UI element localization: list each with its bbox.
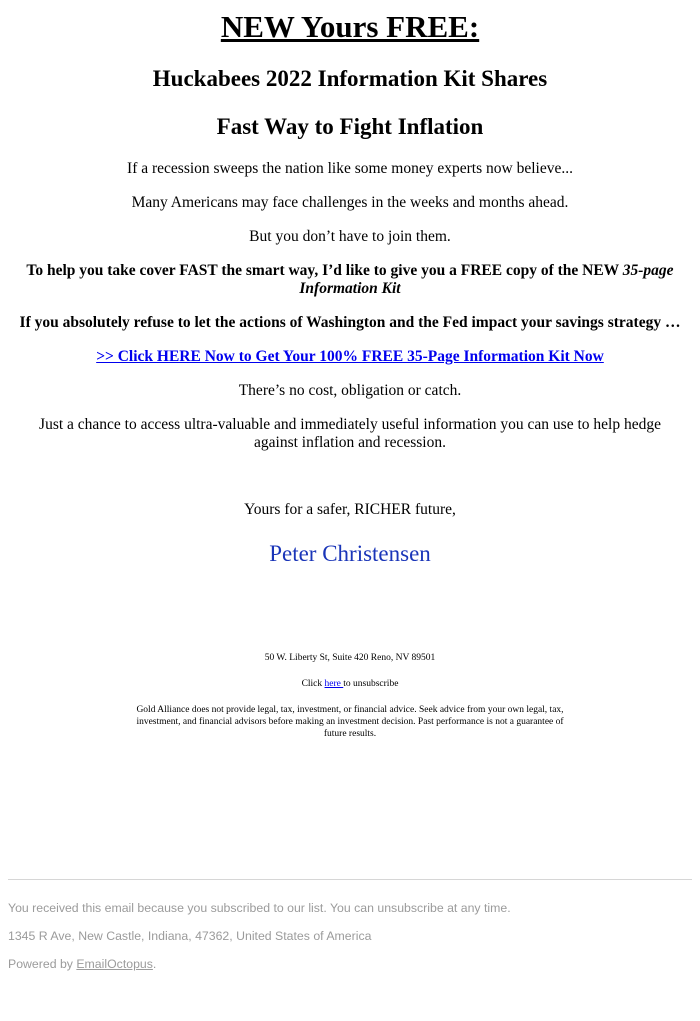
challenges-paragraph: Many Americans may face challenges in the weeks and months ahead. <box>131 194 569 211</box>
emailoctopus-link[interactable]: EmailOctopus <box>76 957 153 971</box>
free-copy-offer <box>0 262 700 298</box>
no-cost-paragraph: There’s no cost, obligation or catch. <box>238 382 462 399</box>
free-copy-offer-text: To help you take cover FAST the smart way, I’d like to give you a FREE copy of the NEW <box>26 262 623 279</box>
recession-paragraph: If a recession sweeps the nation like some money experts now believe... <box>127 160 573 177</box>
sender-address: 50 W. Liberty St, Suite 420 Reno, NV 89501 <box>264 653 436 663</box>
subscription-notice: You received this email because you subscribed to our list. You can unsubscribe at any time. <box>8 901 511 915</box>
unsubscribe-suffix: to unsubscribe <box>343 679 399 689</box>
signature: Peter Christensen <box>269 541 431 566</box>
footer-address: 1345 R Ave, New Castle, Indiana, 47362, United States of America <box>8 929 372 943</box>
powered-by-prefix: Powered by <box>8 957 77 971</box>
email-subtitle-inflation: Fast Way to Fight Inflation <box>216 114 484 139</box>
get-info-kit-link[interactable]: >> Click HERE Now to Get Your 100% FREE 35-Page Information Kit Now <box>96 348 604 365</box>
hedge-paragraph: Just a chance to access ultra-valuable and immediately useful information you can use to help hedge against inflation and recession. <box>39 416 661 451</box>
powered-by <box>8 956 692 972</box>
unsubscribe-link[interactable]: here <box>324 679 344 689</box>
email-title: NEW Yours FREE: <box>220 9 480 44</box>
email-subtitle-kit: Huckabees 2022 Information Kit Shares <box>152 66 548 91</box>
legal-disclaimer: Gold Alliance does not provide legal, tax, investment, or financial advice. Seek advice from your own legal, tax, investment, and financial advisors before making an investment decision. Past performance is not a guarantee of future results. <box>136 705 564 739</box>
join-them-paragraph: But you don’t have to join them. <box>249 228 451 245</box>
info-kit-italic: 35-page Information Kit <box>299 262 674 297</box>
unsubscribe-prefix: Click <box>301 679 325 689</box>
unsubscribe-line <box>0 678 700 690</box>
email-footer <box>8 879 692 972</box>
refuse-statement: If you absolutely refuse to let the actions of Washington and the Fed impact your savings strategy … <box>19 314 681 331</box>
closing-line: Yours for a safer, RICHER future, <box>244 501 456 518</box>
powered-by-suffix: . <box>152 957 157 971</box>
